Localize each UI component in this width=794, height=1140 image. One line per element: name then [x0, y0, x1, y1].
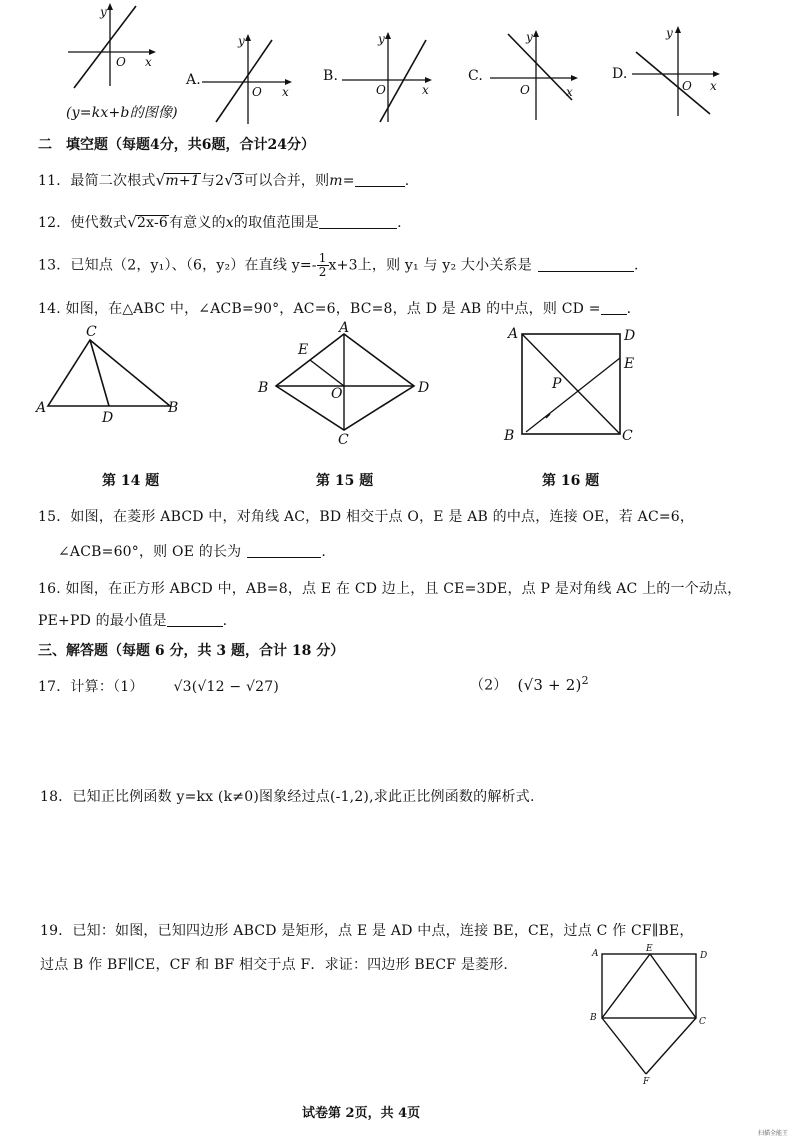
label-a: A [36, 400, 47, 416]
q11-text-mid: 与2 [200, 173, 225, 189]
question-17-part-1 [38, 676, 279, 696]
label-b: B [258, 380, 269, 396]
option-c-graph [488, 26, 588, 124]
question-19-line-1: 19．已知：如图，已知四边形 ABCD 是矩形，点 E 是 AD 中点，连接 BE，CE，过点 C 作 CF∥BE， [40, 923, 694, 939]
label-b: B [504, 428, 515, 444]
q11-text: 11．最简二次根式 [38, 173, 156, 189]
q12-radicand: 2x-6 [136, 215, 168, 231]
question-19-line-2: 过点 B 作 BF∥CE，CF 和 BF 相交于点 F．求证：四边形 BECF 是菱形. [40, 957, 509, 973]
axis-x-label: x [145, 55, 152, 69]
q11-end: . [404, 173, 410, 189]
label-e: E [298, 342, 309, 358]
option-b-graph [340, 28, 440, 126]
axis-x-label: x [422, 83, 429, 97]
label-d: D [700, 951, 708, 961]
section-3-title: 三、解答题（每题 6 分，共 3 题，合计 18 分） [38, 643, 345, 659]
q13-text: 13．已知点（2，y₁）、（6，y₂）在直线 y= [38, 257, 312, 274]
q17-expr-2: (√3 + 2) [517, 675, 582, 694]
figure-14-caption: 第 14 题 [102, 473, 160, 489]
q16-text: PE+PD 的最小值是 [38, 613, 167, 629]
label-e: E [646, 944, 653, 954]
origin-label: O [252, 85, 262, 99]
option-b-label: B. [323, 68, 339, 84]
origin-label: O [682, 79, 692, 93]
answer-blank-15[interactable] [247, 543, 321, 558]
axis-y-label: y [526, 30, 533, 44]
label-c: C [622, 428, 633, 444]
given-graph-caption: (y=kx+b的图像) [66, 105, 178, 121]
answer-blank-16[interactable] [167, 612, 223, 627]
question-11: 11．最简二次根式√m+1与2√3可以合并，则m= . [38, 171, 410, 189]
figure-19 [588, 944, 718, 1084]
option-d-graph [630, 22, 730, 120]
q13-text-post: x+3上，则 y₁ 与 y₂ 大小关系是 [328, 257, 532, 274]
q13-numerator: 1 [318, 251, 327, 265]
figure-14 [30, 322, 200, 432]
label-e: E [624, 356, 635, 372]
question-12: 12．使代数式√2x-6有意义的x的取值范围是 . [38, 213, 402, 231]
question-17-part-2 [470, 674, 589, 695]
origin-label: O [116, 55, 126, 69]
figure-16 [500, 320, 650, 450]
axis-y-label: y [378, 32, 385, 46]
q12-text-post: 有意义的 [168, 215, 226, 231]
q16-end: . [222, 613, 228, 629]
answer-blank-14[interactable] [601, 300, 627, 315]
given-graph [60, 0, 170, 90]
q12-text-post2: 的取值范围是 [233, 215, 320, 231]
origin-label: O [520, 83, 530, 97]
label-c: C [86, 324, 97, 340]
q15-end: . [321, 544, 327, 560]
option-d-label: D. [612, 66, 628, 82]
q13-minus: - [311, 257, 317, 274]
question-16-line-2 [38, 610, 227, 630]
q13-denominator: 2 [318, 265, 327, 279]
option-a-label: A. [186, 72, 201, 88]
axis-y-label: y [238, 34, 245, 48]
question-16-line-1: 16. 如图，在正方形 ABCD 中，AB=8，点 E 在 CD 边上，且 CE=3DE，点 P 是对角线 AC 上的一个动点， [38, 581, 742, 597]
label-d: D [102, 410, 114, 426]
label-b: B [590, 1013, 597, 1023]
axis-x-label: x [710, 79, 717, 93]
q17-exponent: 2 [581, 674, 589, 687]
axis-y-label: y [666, 26, 673, 40]
label-c: C [699, 1017, 706, 1027]
q17-expr-1b: √27) [246, 679, 279, 695]
scanner-watermark: 扫描全能王 [758, 1130, 789, 1137]
figure-15-caption: 第 15 题 [316, 473, 374, 489]
q17-expr-1-minus: − [224, 679, 246, 695]
option-c-label: C. [468, 68, 484, 84]
q11-eq: = [342, 173, 355, 189]
q12-var: x [225, 215, 234, 231]
origin-label: O [376, 83, 386, 97]
q11-var: m [329, 173, 343, 189]
axis-x-label: x [282, 85, 289, 99]
answer-blank-11[interactable] [355, 172, 405, 187]
q15-text: ∠ACB=60°，则 OE 的长为 [58, 544, 242, 560]
q14-end: . [626, 301, 632, 317]
question-13 [38, 252, 639, 279]
figure-15 [252, 320, 442, 450]
figure-16-caption: 第 16 题 [542, 473, 600, 489]
q13-fraction [317, 252, 329, 279]
q11-radicand-2: 3 [233, 173, 244, 189]
label-d: D [418, 380, 430, 396]
answer-blank-13[interactable] [538, 257, 634, 272]
answer-blank-12[interactable] [319, 214, 397, 229]
label-o: O [331, 386, 343, 402]
axis-x-label: x [566, 85, 573, 99]
question-15-line-1: 15．如图，在菱形 ABCD 中，对角线 AC，BD 相交于点 O，E 是 AB 的中点，连接 OE，若 AC=6， [38, 509, 695, 525]
q17-label-2: （2） [470, 677, 508, 694]
q11-radicand: m+1 [165, 173, 200, 189]
q17-label: 17．计算：（1） [38, 679, 144, 695]
option-a-graph [200, 30, 300, 128]
label-a: A [339, 320, 350, 336]
question-14 [38, 298, 631, 318]
page-footer: 试卷第 2页，共 4页 [302, 1106, 421, 1121]
section-2-title: 二 填空题（每题4分，共6题，合计24分） [38, 137, 315, 153]
axis-y-label: y [100, 5, 107, 19]
question-18: 18．已知正比例函数 y=kx (k≠0)图象经过点(-1,2),求此正比例函数的解析式. [40, 789, 535, 805]
label-a: A [508, 326, 519, 342]
q11-text-post: 可以合并，则 [244, 173, 330, 189]
label-d: D [624, 328, 636, 344]
question-15-line-2 [58, 541, 326, 561]
q13-end: . [633, 257, 639, 274]
label-p: P [552, 376, 562, 392]
label-a: A [592, 949, 599, 959]
q17-expr-1a: √3(√12 [173, 679, 225, 695]
label-c: C [338, 432, 349, 448]
q12-end: . [397, 215, 402, 231]
q12-text: 12．使代数式 [38, 215, 128, 231]
q14-text: 14. 如图，在△ABC 中，∠ACB=90°，AC=6，BC=8，点 D 是 AB 的中点，则 CD = [38, 301, 601, 317]
label-f: F [643, 1077, 650, 1084]
label-b: B [168, 400, 179, 416]
